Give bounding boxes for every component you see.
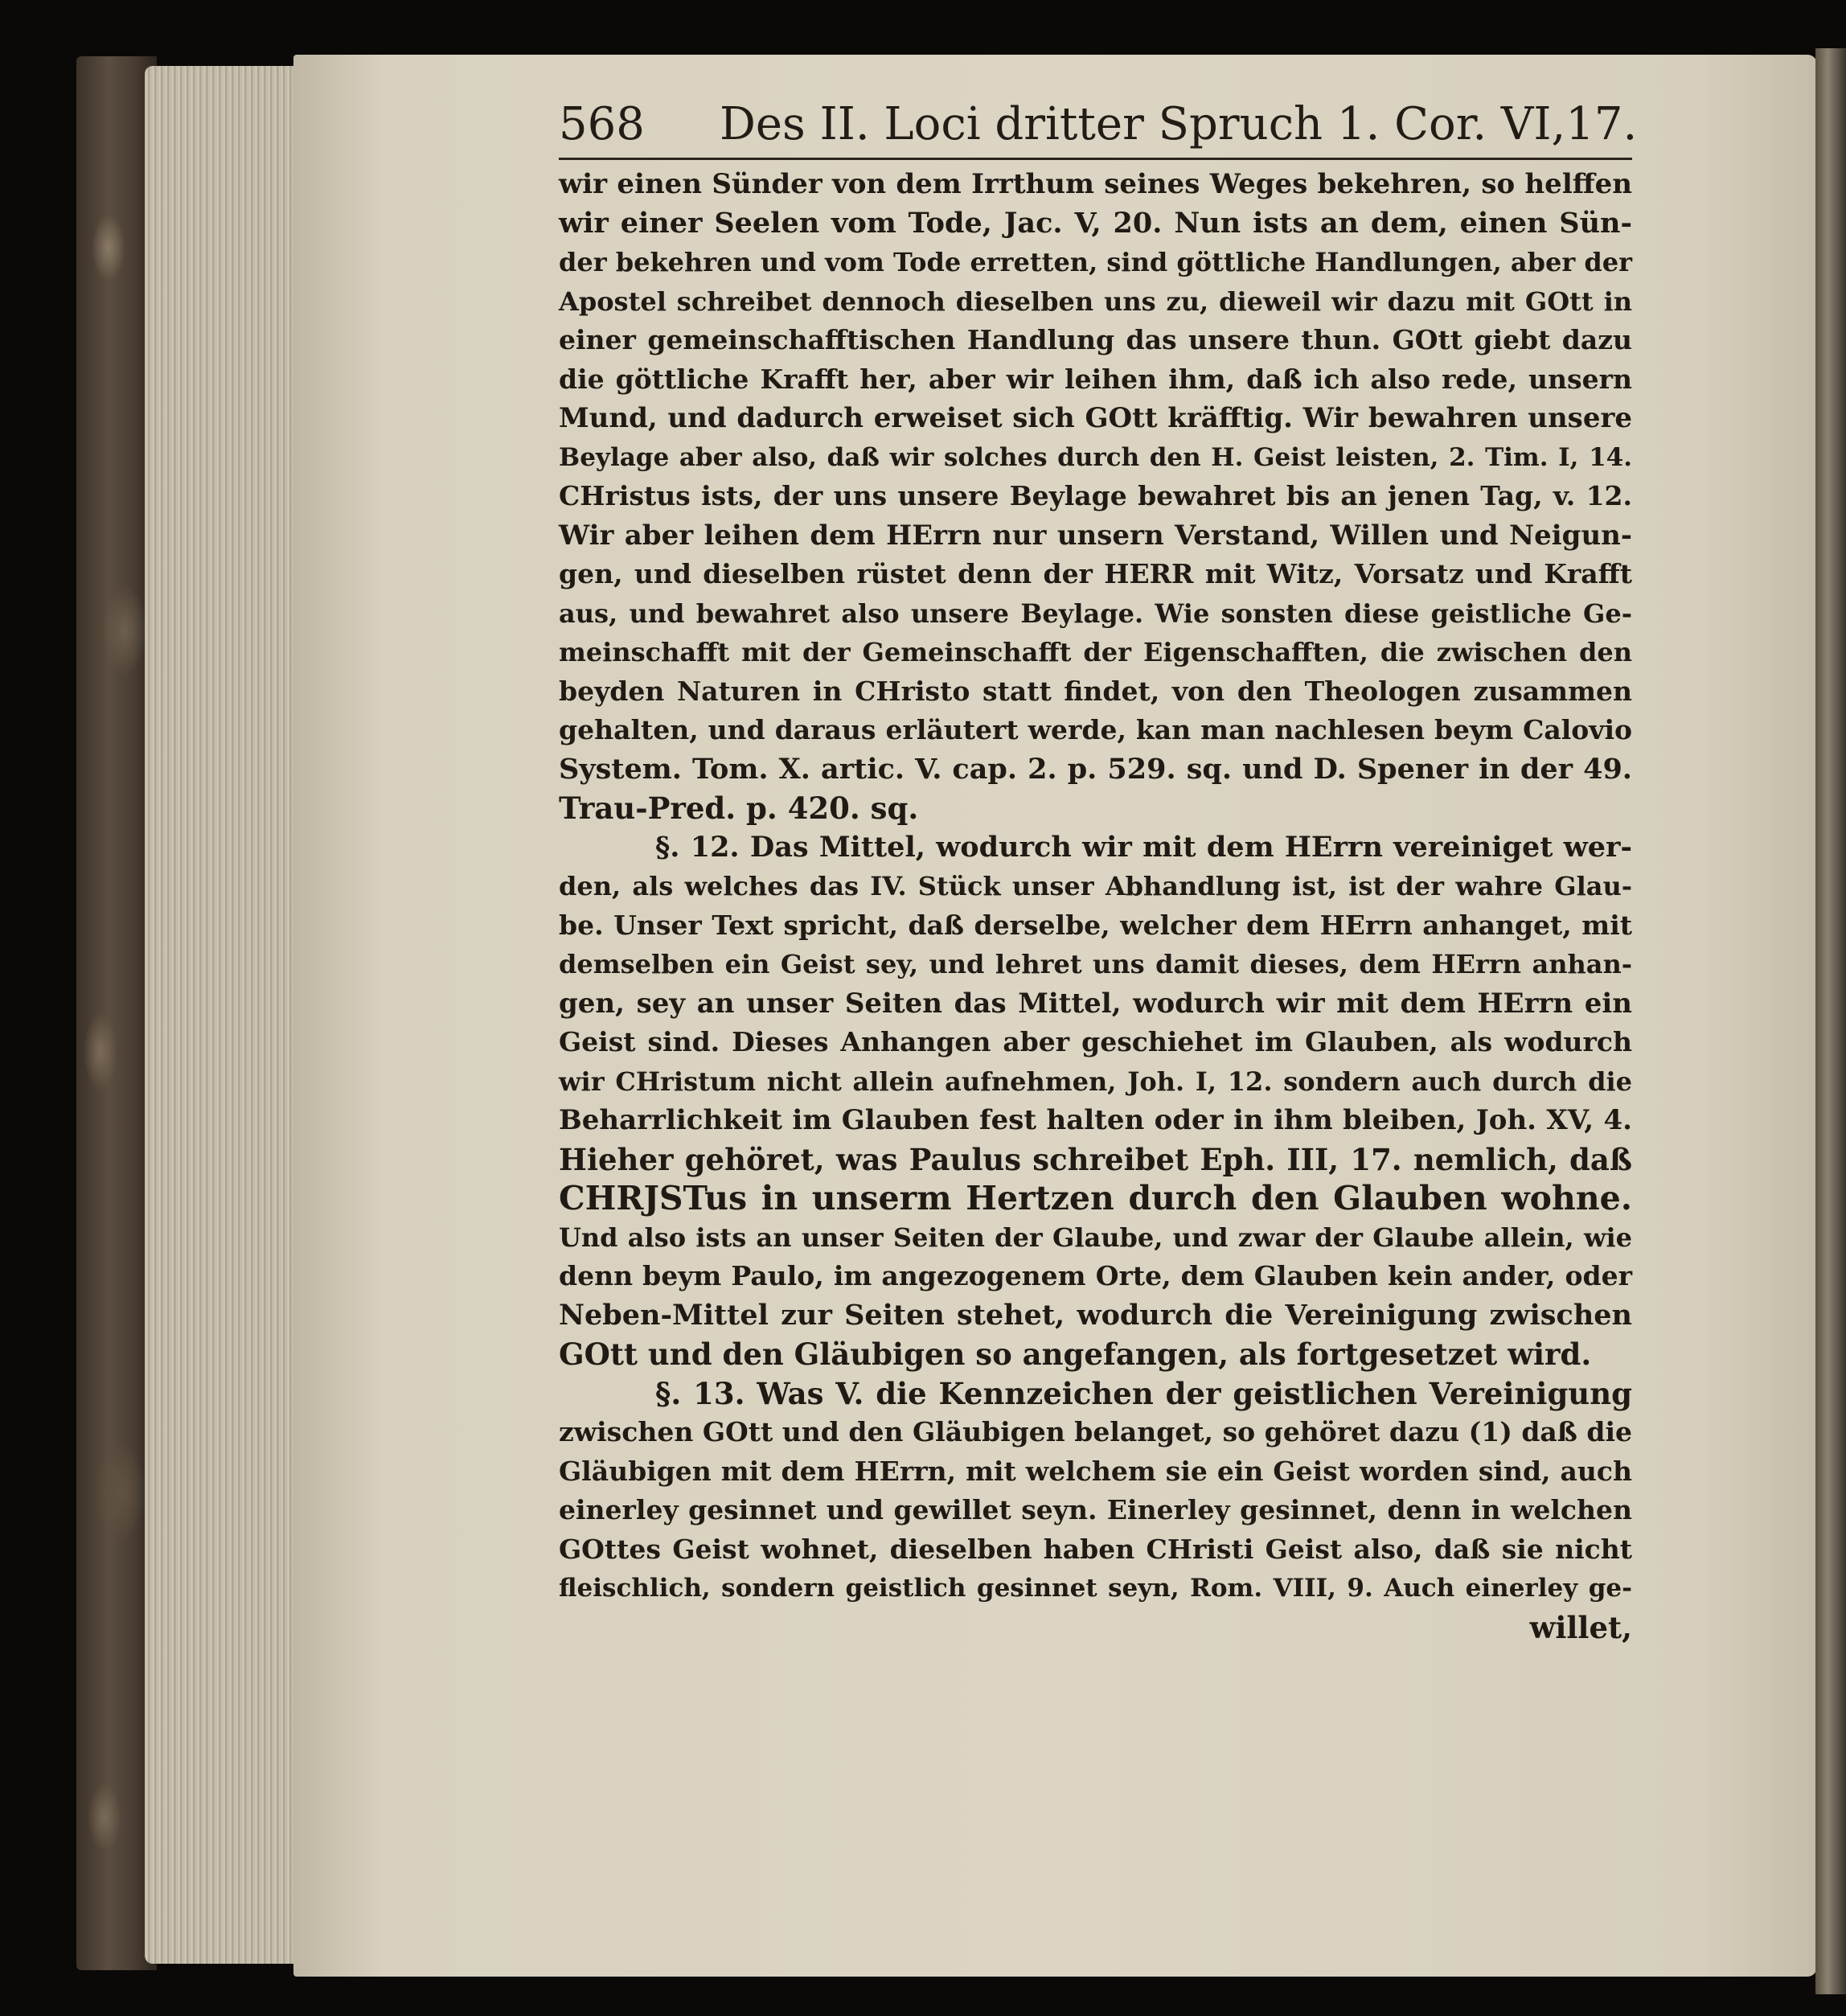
text-line: gen, sey an unser Seiten das Mittel, wodurch wir mit dem HErrn ein (559, 987, 1632, 1020)
running-head-title: Des II. Loci dritter Spruch 1. Cor. VI,17. (720, 98, 1638, 150)
text-line: Mund, und dadurch erweiset sich GOtt kräfftig. Wir bewahren unsere (559, 402, 1632, 434)
body-text (559, 165, 1632, 1647)
text-line: einerley gesinnet und gewillet seyn. Einerley gesinnet, denn in welchen (559, 1494, 1632, 1525)
text-line: demselben ein Geist sey, und lehret uns damit dieses, dem HErrn anhan- (559, 949, 1632, 979)
text-line: wir einer Seelen vom Tode, Jac. V, 20. Nun ists an dem, einen Sün- (559, 206, 1632, 240)
text-line: den, als welches das IV. Stück unser Abhandlung ist, ist der wahre Glau- (559, 871, 1632, 901)
text-line: Beharrlichkeit im Glauben fest halten oder in ihm bleiben, Joh. XV, 4. (559, 1104, 1632, 1136)
text-line: Und also ists an unser Seiten der Glaube, und zwar der Glaube allein, wie (559, 1222, 1632, 1253)
text-line: gen, und dieselben rüstet denn der HERR mit Witz, Vorsatz und Krafft (559, 558, 1632, 589)
text-line: Wir aber leihen dem HErrn nur unsern Verstand, Willen und Neigun- (559, 519, 1632, 552)
text-line: zwischen GOtt und den Gläubigen belanget, so gehöret dazu (1) daß die (559, 1416, 1632, 1447)
page-number: 568 (559, 98, 645, 150)
text-line: GOtt und den Gläubigen so angefangen, als fortgesetzet wird. (559, 1336, 1592, 1372)
text-line: wir einen Sünder von dem Irrthum seines Weges bekehren, so helffen (559, 168, 1632, 200)
text-line: Gläubigen mit dem HErrn, mit welchem sie ein Geist worden sind, auch (559, 1455, 1632, 1487)
catchword: willet, (1529, 1609, 1632, 1645)
text-line: Beylage aber also, daß wir solches durch den H. Geist leisten, 2. Tim. I, 14. (559, 442, 1632, 472)
paragraph-start-line: §. 13. Was V. die Kennzeichen der geistlichen Vereinigung (655, 1375, 1632, 1411)
text-line: einer gemeinschafftischen Handlung das unsere thun. GOtt giebt dazu (559, 324, 1632, 355)
text-line: gehalten, und daraus erläutert werde, kan man nachlesen beym Calovio (559, 714, 1632, 745)
text-line: GOttes Geist wohnet, dieselben haben CHristi Geist also, daß sie nicht (559, 1533, 1632, 1565)
text-line: denn beym Paulo, im angezogenem Orte, dem Glauben kein ander, oder (559, 1260, 1632, 1291)
text-line: be. Unser Text spricht, daß derselbe, welcher dem HErrn anhanget, mit (559, 909, 1632, 941)
text-line: meinschafft mit der Gemeinschafft der Eigenschafften, die zwischen den (559, 637, 1632, 667)
text-line: Geist sind. Dieses Anhangen aber geschiehet im Glauben, als wodurch (559, 1026, 1632, 1057)
text-line: Neben-Mittel zur Seiten stehet, wodurch die Vereinigung zwischen (559, 1298, 1632, 1332)
emphasized-text-line: CHRJSTus in unserm Hertzen durch den Glauben wohne. (559, 1179, 1632, 1217)
paragraph-start-line: §. 12. Das Mittel, wodurch wir mit dem HErrn vereiniget wer- (655, 830, 1632, 864)
text-line: der bekehren und vom Tode erretten, sind göttliche Handlungen, aber der (559, 247, 1632, 277)
text-line: die göttliche Krafft her, aber wir leihen ihm, daß ich also rede, unsern (559, 363, 1632, 395)
text-line: aus, und bewahret also unsere Beylage. Wie sonsten diese geistliche Ge- (559, 597, 1632, 629)
right-page-edge (1815, 48, 1846, 1994)
text-line: fleischlich, sondern geistlich gesinnet seyn, Rom. VIII, 9. Auch einerley ge- (559, 1574, 1632, 1603)
text-line: beyden Naturen in CHristo statt findet, von den Theologen zusammen (559, 675, 1632, 707)
text-line: CHristus ists, der uns unsere Beylage bewahret bis an jenen Tag, v. 12. (559, 480, 1632, 511)
text-line: Hieher gehöret, was Paulus schreibet Eph. III, 17. nemlich, daß (559, 1141, 1632, 1177)
page-edges (145, 66, 306, 1964)
running-head (559, 95, 1638, 160)
text-line: System. Tom. X. artic. V. cap. 2. p. 529. sq. und D. Spener in der 49. (559, 752, 1632, 786)
text-line: Trau-Pred. p. 420. sq. (559, 790, 919, 826)
text-line: wir CHristum nicht allein aufnehmen, Joh. I, 12. sondern auch durch die (559, 1065, 1632, 1097)
text-line: Apostel schreibet dennoch dieselben uns zu, dieweil wir dazu mit GOtt in (559, 285, 1632, 317)
